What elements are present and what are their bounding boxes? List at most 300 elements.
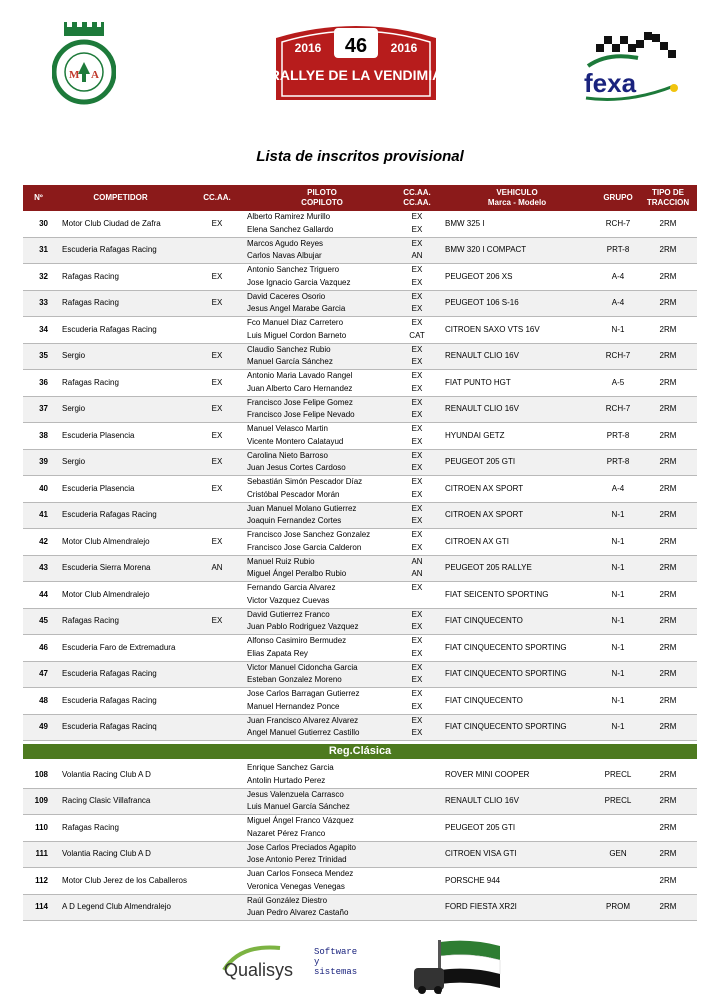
competitor-region [187,688,247,715]
entry-group: N-1 [597,661,639,688]
traction-type: 2RM [639,502,697,529]
crew-names [247,841,397,868]
table-row [23,396,697,423]
crew-regions [397,317,437,344]
pilot-name: Claudio Sanchez Rubio [247,344,331,354]
table-row [23,343,697,370]
header-vehicle: VEHICULO Marca - Modelo [437,185,597,211]
page-header [0,0,720,130]
entry-number: 39 [23,449,54,476]
crew-regions [397,476,437,503]
entry-number: 110 [23,815,54,842]
pccaa-region [397,895,437,908]
table-row [23,762,697,788]
entry-number: 36 [23,370,54,397]
crew-names [247,815,397,842]
pilot-name: Francisco Jose Felipe Gomez [247,397,353,407]
traction-type: 2RM [639,264,697,291]
crew-names [247,635,397,662]
svg-text:2016: 2016 [390,41,418,55]
cccaa-region: EX [411,675,423,685]
entry-group: RCH-7 [597,343,639,370]
entry-number: 112 [23,868,54,895]
crew-names [247,290,397,317]
entry-group: N-1 [597,582,639,609]
entry-group: N-1 [597,529,639,556]
cccaa-region: EX [411,357,423,367]
table-row [23,449,697,476]
entry-group: PRT-8 [597,237,639,264]
svg-text:M: M [69,69,80,81]
competitor-name: Rafagas Racing [54,264,187,291]
competitor-region [187,502,247,529]
competitor-region: EX [187,290,247,317]
vehicle-model: CITROEN AX GTI [437,529,597,556]
pilot-name: David Gutierrez Franco [247,609,330,619]
cccaa-region: EX [411,728,423,738]
crew-regions [397,608,437,635]
table-row [23,317,697,344]
copilot-name: Carlos Navas Albujar [247,251,322,261]
crew-names [247,582,397,609]
crew-regions [397,396,437,423]
traction-type: 2RM [639,815,697,842]
competitor-name: Escuderia Faro de Extremadura [54,635,187,662]
table-row [23,370,697,397]
copilot-name: Francisco Jose Garcia Calderon [247,542,362,552]
traction-type: 2RM [639,762,697,788]
pilot-name: Fernando Garcia Alvarez [247,583,336,593]
competitor-name: Rafagas Racing [54,608,187,635]
header-pilot: PILOTO COPILOTO [247,185,397,211]
crew-names [247,894,397,921]
crew-regions [397,555,437,582]
cccaa-region [397,854,437,867]
vehicle-model: BMW 325 I [437,211,597,237]
pilot-name: Enrique Sanchez Garcia [247,763,334,773]
cccaa-region [397,881,437,894]
table-row [23,423,697,450]
cccaa-region: AN [411,251,423,261]
crew-regions [397,815,437,842]
entry-number: 31 [23,237,54,264]
vehicle-model: CITROEN AX SPORT [437,502,597,529]
competitor-name: A D Legend Club Almendralejo [54,894,187,921]
vehicle-model: FIAT CINQUECENTO [437,688,597,715]
table-row [23,661,697,688]
pccaa-region: EX [411,371,423,381]
entry-number: 47 [23,661,54,688]
cccaa-region: EX [411,224,423,234]
competitor-name: Motor Club Almendralejo [54,529,187,556]
traction-type: 2RM [639,894,697,921]
crew-names [247,714,397,741]
entry-number: 35 [23,343,54,370]
pccaa-region [397,815,437,828]
svg-text:RALLYE DE LA VENDIMIA: RALLYE DE LA VENDIMIA [269,67,443,83]
pilot-name: Juan Francisco Alvarez Alvarez [247,715,359,725]
pilot-name: Raúl González Diestro [247,895,328,905]
vehicle-model: CITROEN AX SPORT [437,476,597,503]
pccaa-region [397,789,437,802]
competitor-region [187,841,247,868]
traction-type: 2RM [639,343,697,370]
competitor-region: EX [187,396,247,423]
pilot-name: Antonio Maria Lavado Rangel [247,371,353,381]
entry-group: GEN [597,841,639,868]
entry-number: 38 [23,423,54,450]
copilot-name: Luis Manuel García Sánchez [247,802,350,812]
motor-club-logo [52,22,116,110]
traction-type: 2RM [639,555,697,582]
cccaa-region: EX [411,277,423,287]
header-ccaa-crew: CC.AA. CC.AA. [397,185,437,211]
competitor-name: Motor Club Jerez de los Caballeros [54,868,187,895]
entry-number: 32 [23,264,54,291]
entry-group [597,868,639,895]
entry-group: N-1 [597,502,639,529]
table-row [23,868,697,895]
vehicle-model: PEUGEOT 205 GTI [437,449,597,476]
competitor-name: Escuderia Rafagas Racing [54,237,187,264]
pccaa-region: EX [411,291,423,301]
crew-names [247,555,397,582]
competitor-name: Sergio [54,343,187,370]
copilot-name: Jesus Angel Marabe Garcia [247,304,346,314]
crew-names [247,661,397,688]
crew-regions [397,423,437,450]
competitor-region [187,815,247,842]
pilot-name: Francisco Jose Sanchez Gonzalez [247,530,371,540]
crew-names [247,317,397,344]
crew-names [247,237,397,264]
competitor-region: EX [187,211,247,237]
cccaa-region: EX [411,622,423,632]
cccaa-region: EX [411,383,423,393]
crew-names [247,762,397,788]
competitor-region: EX [187,264,247,291]
entry-number: 34 [23,317,54,344]
table-row [23,555,697,582]
entry-number: 41 [23,502,54,529]
traction-type: 2RM [639,211,697,237]
cccaa-region: EX [411,304,423,314]
entry-group: N-1 [597,688,639,715]
crew-names [247,502,397,529]
copilot-name: Elias Zapata Rey [247,648,308,658]
crew-regions [397,635,437,662]
pccaa-region: EX [411,662,423,672]
pilot-name: Manuel Velasco Martin [247,424,328,434]
crew-names [247,343,397,370]
copilot-name: Victor Vazquez Cuevas [247,595,330,605]
crew-regions [397,582,437,609]
pccaa-region: EX [411,530,423,540]
pilot-name: Alfonso Casimiro Bermudez [247,636,347,646]
copilot-name: Antolin Hurtado Perez [247,775,326,785]
cccaa-region: EX [411,516,423,526]
competitor-region [187,894,247,921]
competitor-region: EX [187,370,247,397]
traction-type: 2RM [639,868,697,895]
pccaa-region: EX [411,265,423,275]
pilot-name: Jose Carlos Barragan Gutierrez [247,689,360,699]
crew-regions [397,894,437,921]
entry-number: 30 [23,211,54,237]
vehicle-model: FIAT CINQUECENTO [437,608,597,635]
pccaa-region [397,762,437,775]
table-row [23,608,697,635]
vehicle-model: PEUGEOT 106 S-16 [437,290,597,317]
crew-regions [397,529,437,556]
cccaa-region: EX [411,701,423,711]
pccaa-region [397,868,437,881]
header-group: GRUPO [597,185,639,211]
crew-names [247,688,397,715]
pccaa-region: EX [411,450,423,460]
table-row [23,841,697,868]
qualisys-logo [220,940,370,986]
copilot-name: Juan Jesus Cortes Cardoso [247,463,346,473]
traction-type: 2RM [639,582,697,609]
cccaa-region: EX [411,463,423,473]
vehicle-model: FORD FIESTA XR2I [437,894,597,921]
pilot-name: Juan Manuel Molano Gutierrez [247,503,357,513]
crew-names [247,449,397,476]
pccaa-region: EX [411,424,423,434]
traction-type: 2RM [639,237,697,264]
header-num: Nº [23,185,54,211]
cccaa-region: EX [411,648,423,658]
competitor-name: Rafagas Racing [54,290,187,317]
traction-type: 2RM [639,688,697,715]
cccaa-region [397,828,437,841]
crew-names [247,788,397,815]
pilot-name: Carolina Nieto Barroso [247,450,328,460]
competitor-region [187,868,247,895]
entry-group: PRT-8 [597,449,639,476]
cccaa-region [397,775,437,788]
copilot-name: Juan Alberto Caro Hernandez [247,383,353,393]
pccaa-region: EX [411,636,423,646]
competitor-name: Motor Club Ciudad de Zafra [54,211,187,237]
traction-type: 2RM [639,841,697,868]
pilot-name: Manuel Ruiz Rubio [247,556,315,566]
traction-type: 2RM [639,635,697,662]
copilot-name: Jose Ignacio Garcia Vazquez [247,277,351,287]
table-row [23,476,697,503]
copilot-name: Francisco Jose Felipe Nevado [247,410,355,420]
pilot-name: Jesus Valenzuela Carrasco [247,789,344,799]
vehicle-model: FIAT CINQUECENTO SPORTING [437,661,597,688]
traction-type: 2RM [639,661,697,688]
traction-type: 2RM [639,788,697,815]
pccaa-region: EX [411,609,423,619]
entry-number: 44 [23,582,54,609]
pilot-name: Juan Carlos Fonseca Mendez [247,869,354,879]
competitor-region: EX [187,449,247,476]
crew-regions [397,264,437,291]
entry-number: 42 [23,529,54,556]
vehicle-model: PORSCHE 944 [437,868,597,895]
entry-number: 33 [23,290,54,317]
competitor-region [187,582,247,609]
pilot-name: Sebastián Simón Pescador Díaz [247,477,363,487]
crew-names [247,868,397,895]
crew-regions [397,688,437,715]
svg-text:A: A [91,69,99,81]
table-row [23,237,697,264]
extremadura-flag-logo [410,938,502,994]
traction-type: 2RM [639,370,697,397]
competitor-name: Sergio [54,449,187,476]
entry-number: 43 [23,555,54,582]
table-row [23,529,697,556]
competitor-name: Sergio [54,396,187,423]
copilot-name: Jose Antonio Perez Trinidad [247,855,347,865]
competitor-name: Escuderia Plasencia [54,423,187,450]
header-competitor: COMPETIDOR [54,185,187,211]
pccaa-region [397,842,437,855]
entry-group: PRT-8 [597,423,639,450]
cccaa-region: EX [411,489,423,499]
entry-group: A-4 [597,290,639,317]
copilot-name: Cristóbal Pescador Morán [247,489,340,499]
vehicle-model: BMW 320 I COMPACT [437,237,597,264]
entry-number: 114 [23,894,54,921]
pilot-name: Antonio Sanchez Triguero [247,265,340,275]
competitor-region [187,317,247,344]
entry-number: 109 [23,788,54,815]
crew-regions [397,661,437,688]
competitor-region: EX [187,343,247,370]
entry-number: 108 [23,762,54,788]
entry-number: 48 [23,688,54,715]
table-row [23,290,697,317]
pilot-name: Miguel Ángel Franco Vázquez [247,816,354,826]
copilot-name: Juan Pedro Alvarez Castaño [247,908,349,918]
page-title: Lista de inscritos provisional [256,148,464,165]
copilot-name: Luis Miguel Cordon Barneto [247,330,347,340]
pccaa-region: EX [411,477,423,487]
entry-group: N-1 [597,608,639,635]
pccaa-region: EX [411,583,423,593]
fexa-logo [578,30,684,106]
competitor-name: Rafagas Racing [54,370,187,397]
table-row [23,635,697,662]
table-row [23,688,697,715]
competitor-region [187,661,247,688]
crew-names [247,211,397,237]
pccaa-region: EX [411,689,423,699]
competitor-name: Volantia Racing Club A D [54,841,187,868]
crew-names [247,608,397,635]
traction-type: 2RM [639,449,697,476]
pilot-name: Marcos Agudo Reyes [247,238,324,248]
crew-names [247,396,397,423]
vehicle-model: CITROEN VISA GTI [437,841,597,868]
competitor-region [187,714,247,741]
cccaa-region: EX [411,436,423,446]
copilot-name: Miguel Ángel Peralbo Rubio [247,569,347,579]
entry-number: 45 [23,608,54,635]
table-row [23,264,697,291]
crew-names [247,476,397,503]
svg-text:sistemas: sistemas [314,967,358,977]
header-traction: TIPO DE TRACCION [639,185,697,211]
classic-entries-table [23,762,697,921]
copilot-name: Esteban Gonzalez Moreno [247,675,342,685]
competitor-name: Escuderia Rafagas Racinq [54,714,187,741]
entry-group: A-4 [597,476,639,503]
competitor-name: Escuderia Rafagas Racing [54,661,187,688]
pilot-name: Alberto Ramirez Murillo [247,212,331,222]
competitor-region [187,237,247,264]
cccaa-region [397,595,437,608]
copilot-name: Vicente Montero Calatayud [247,436,344,446]
entry-group: N-1 [597,714,639,741]
entry-group: N-1 [597,555,639,582]
svg-text:fexa: fexa [584,68,637,98]
copilot-name: Juan Pablo Rodriguez Vazquez [247,622,359,632]
traction-type: 2RM [639,608,697,635]
competitor-region [187,788,247,815]
entry-group: PRECL [597,788,639,815]
vehicle-model: FIAT CINQUECENTO SPORTING [437,714,597,741]
table-row [23,582,697,609]
entry-number: 111 [23,841,54,868]
entry-group: PRECL [597,762,639,788]
crew-regions [397,343,437,370]
competitor-name: Volantia Racing Club A D [54,762,187,788]
pccaa-region: EX [411,503,423,513]
competitor-region: EX [187,423,247,450]
copilot-name: Manuel García Sánchez [247,357,333,367]
vehicle-model: FIAT SEICENTO SPORTING [437,582,597,609]
entry-number: 37 [23,396,54,423]
crew-regions [397,370,437,397]
vehicle-model: FIAT PUNTO HGT [437,370,597,397]
cccaa-region: AN [411,569,423,579]
competitor-region: EX [187,476,247,503]
competitor-name: Rafagas Racing [54,815,187,842]
traction-type: 2RM [639,423,697,450]
vehicle-model: PEUGEOT 206 XS [437,264,597,291]
crew-regions [397,762,437,788]
table-row [23,815,697,842]
table-row [23,788,697,815]
entry-group [597,815,639,842]
entry-group: A-4 [597,264,639,291]
vehicle-model: ROVER MINI COOPER [437,762,597,788]
rally-number: 46 [344,35,368,57]
pilot-name: Victor Manuel Cidoncha Garcia [247,662,358,672]
cccaa-region [397,801,437,814]
table-row [23,714,697,741]
cccaa-region: CAT [409,330,425,340]
crew-names [247,529,397,556]
competitor-region [187,762,247,788]
cccaa-region: EX [411,542,423,552]
traction-type: 2RM [639,290,697,317]
entry-number: 40 [23,476,54,503]
traction-type: 2RM [639,529,697,556]
svg-text:y: y [314,957,320,967]
cccaa-region: EX [411,410,423,420]
crew-regions [397,211,437,237]
competitor-name: Escuderia Rafagas Racing [54,502,187,529]
vehicle-model: PEUGEOT 205 GTI [437,815,597,842]
